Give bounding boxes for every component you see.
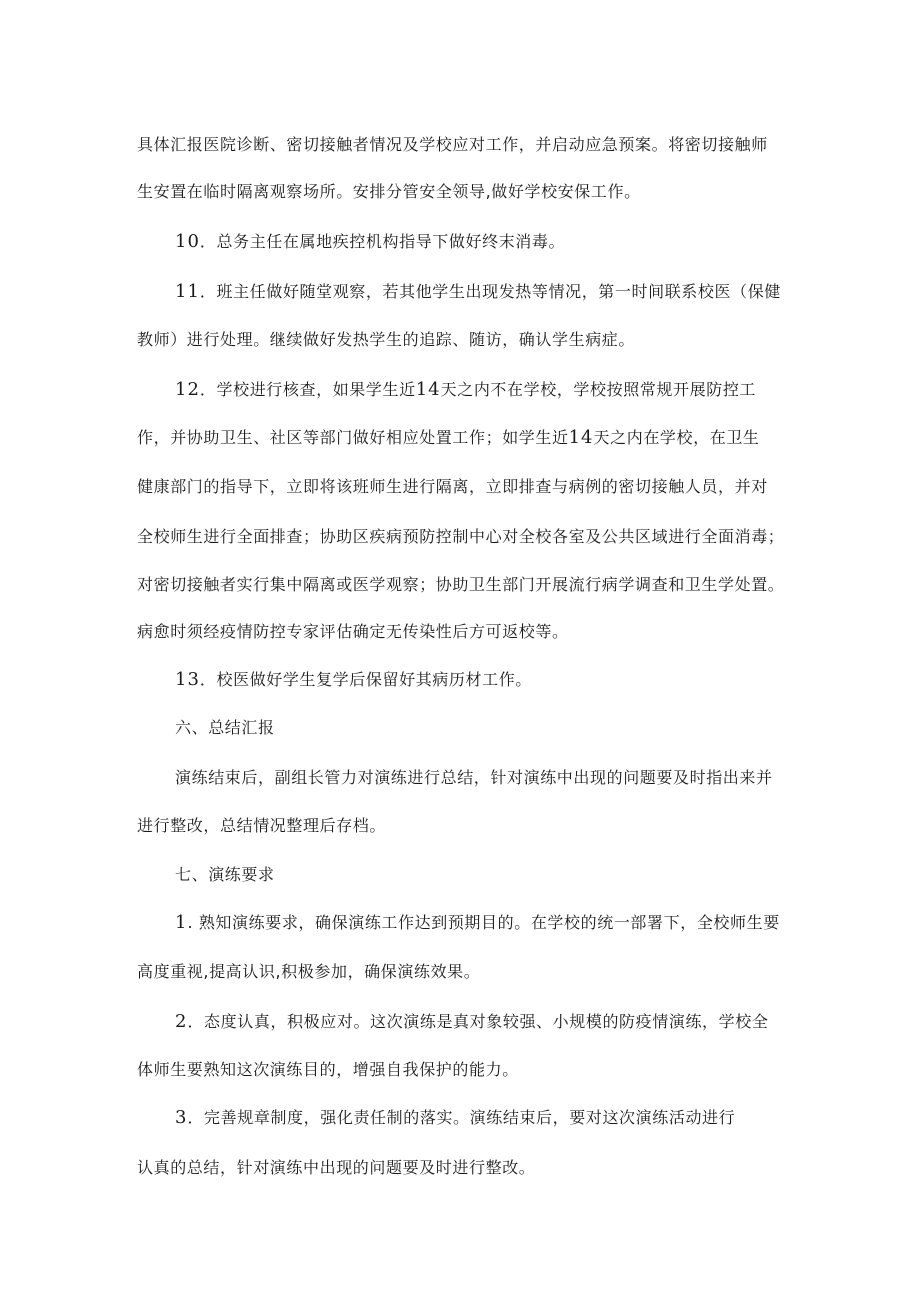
requirement-3-line-2: 认真的总结，针对演练中出现的问题要及时进行整改。 [137, 1158, 536, 1177]
section-6-line-2: 进行整改，总结情况整理后存档。 [137, 816, 387, 835]
item-12-text-1b: 天之内不在学校，学校按照常规开展防控工 [440, 380, 757, 399]
requirement-3-number: 3 [175, 1107, 188, 1128]
section-6-line-1: 演练结束后，副组长管力对演练进行总结，针对演练中出现的问题要及时指出来并 [175, 768, 773, 787]
item-12-days-2: 14 [568, 427, 594, 448]
item-13 [175, 670, 532, 690]
requirement-2-text-1: ．态度认真，积极应对。这次演练是真对象较强、小规模的防疫情演练，学校全 [187, 1012, 769, 1031]
item-12-line-5: 对密切接触者实行集中隔离或医学观察；协助卫生部门开展流行病学调查和卫生学处置。 [137, 575, 785, 594]
item-12-line-2 [137, 428, 760, 448]
item-13-text: ．校医做好学生复学后保留好其病历材工作。 [199, 670, 532, 689]
requirement-1-number: 1 [175, 912, 188, 933]
requirement-3-line-1 [175, 1108, 735, 1128]
item-11-line-1 [175, 282, 781, 302]
item-13-number: 13 [175, 669, 200, 690]
item-12-text-2a: 作，并协助卫生、社区等部门做好相应处置工作；如学生近 [137, 428, 569, 447]
item-12-line-3: 健康部门的指导下，立即将该班师生进行隔离，立即排查与病例的密切接触人员，并对 [137, 477, 768, 496]
item-10-text: ．总务主任在属地疾控机构指导下做好终末消毒。 [199, 232, 566, 251]
section-6-heading: 六、总结汇报 [175, 718, 275, 737]
requirement-2-line-2: 体师生要熟知这次演练目的，增强自我保护的能力。 [137, 1060, 519, 1079]
item-10-number: 10 [175, 231, 200, 252]
item-11-line-2: 教师）进行处理。继续做好发热学生的追踪、随访，确认学生病症。 [137, 330, 636, 349]
item-12-line-1 [175, 380, 756, 400]
requirement-3-text-1: ．完善规章制度，强化责任制的落实。演练结束后，要对这次演练活动进行 [187, 1108, 736, 1127]
item-12-number: 12 [175, 379, 200, 400]
item-12-line-4: 全校师生进行全面排查；协助区疾病预防控制中心对全校各室及公共区域进行全面消毒； [137, 527, 785, 546]
item-10 [175, 232, 565, 252]
requirement-1-line-2: 高度重视,提高认识,积极参加，确保演练效果。 [137, 962, 481, 981]
item-11-text-1: ．班主任做好随堂观察，若其他学生出现发热等情况，第一时间联系校医（保健 [199, 282, 781, 301]
section-7-heading: 七、演练要求 [175, 865, 275, 884]
item-12-text-1a: ．学校进行核查，如果学生近 [199, 380, 416, 399]
item-12-days-1: 14 [415, 379, 441, 400]
item-12-text-2b: 天之内在学校，在卫生 [593, 428, 760, 447]
item-11-number: 11 [175, 281, 200, 302]
requirement-2-line-1 [175, 1012, 768, 1032]
intro-line-1: 具体汇报医院诊断、密切接触者情况及学校应对工作，并启动应急预案。将密切接触师 [137, 135, 768, 154]
requirement-1-text-1: . 熟知演练要求，确保演练工作达到预期目的。在学校的统一部署下，全校师生要 [187, 913, 780, 932]
requirement-2-number: 2 [175, 1011, 188, 1032]
item-12-line-6: 病愈时须经疫情防控专家评估确定无传染性后方可返校等。 [137, 622, 569, 641]
requirement-1-line-1 [175, 913, 780, 933]
intro-line-2: 生安置在临时隔离观察场所。安排分管安全领导,做好学校安保工作。 [137, 182, 641, 201]
